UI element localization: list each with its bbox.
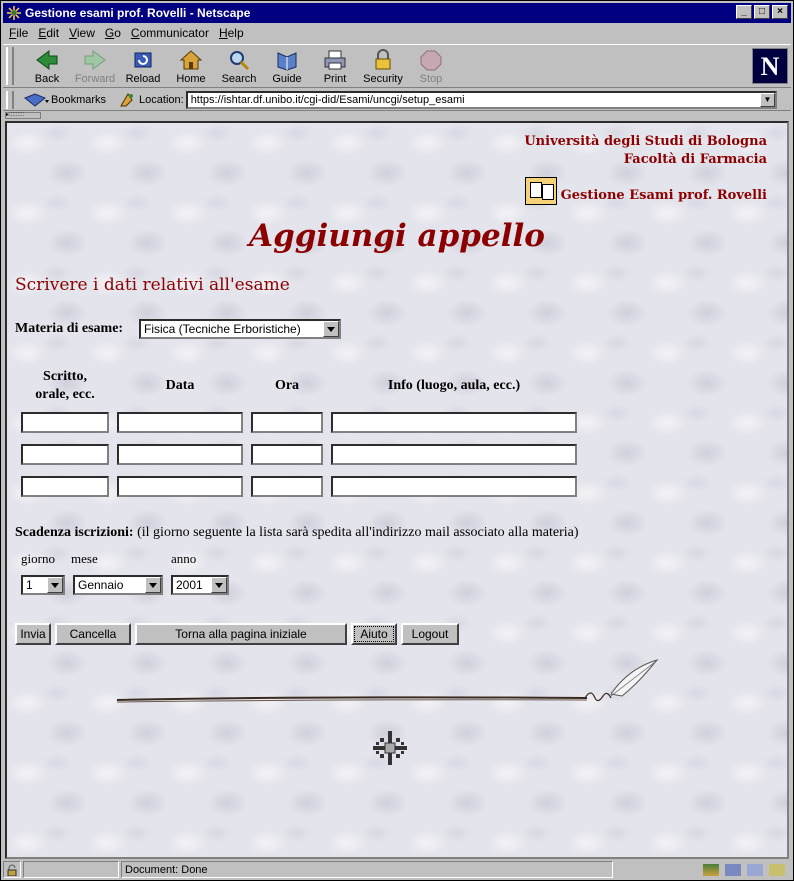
close-button[interactable]: × — [772, 5, 788, 19]
url-text: https://ishtar.df.unibo.it/cgi-did/Esami/uncgi/setup_esami — [190, 93, 465, 106]
quill-divider-icon — [117, 658, 662, 708]
window-title: Gestione esami prof. Rovelli - Netscape — [25, 6, 251, 20]
anno-label: anno — [171, 551, 197, 566]
time-input-1[interactable] — [251, 412, 323, 433]
back-button[interactable] — [23, 45, 71, 85]
info-input-1[interactable] — [331, 412, 577, 433]
menu-bar — [5, 25, 250, 43]
lock-icon — [371, 49, 395, 71]
home-button[interactable] — [167, 45, 215, 85]
type-input-2[interactable] — [21, 444, 109, 465]
giorno-label: giorno — [21, 551, 55, 566]
title-bar — [3, 3, 791, 23]
back-arrow-icon — [35, 49, 59, 71]
university-name: Università degli Studi di Bologna — [524, 134, 767, 149]
materia-select[interactable] — [139, 319, 341, 339]
chevron-down-icon — [47, 577, 63, 593]
deadline-note: (il giorno seguente la lista sarà spedita all'indirizzo mail associato alla materia) — [137, 525, 579, 540]
stop-button[interactable] — [407, 45, 455, 85]
minimize-button[interactable]: _ — [736, 5, 752, 19]
search-button[interactable] — [215, 45, 263, 85]
mese-select[interactable] — [73, 575, 163, 595]
date-input-2[interactable] — [117, 444, 243, 465]
forward-button[interactable] — [71, 45, 119, 85]
location-label: Location: — [139, 93, 184, 106]
menu-go[interactable]: Go — [104, 26, 121, 40]
page-content — [5, 121, 789, 859]
bookmarks-icon — [23, 92, 51, 108]
forward-label: Forward — [74, 73, 116, 85]
toolbar-collapse-tab[interactable]: ▸::::::::: — [5, 112, 41, 119]
anno-select[interactable] — [171, 575, 229, 595]
forward-arrow-icon — [83, 49, 107, 71]
status-text-cell — [121, 861, 613, 878]
page-header — [524, 133, 767, 205]
collapse-tab-strip — [3, 112, 791, 120]
home-icon — [179, 49, 203, 71]
page-proxy-icon[interactable] — [118, 92, 136, 108]
mese-label: mese — [71, 551, 98, 566]
home-label: Home — [176, 73, 206, 85]
security-status-icon[interactable] — [3, 861, 21, 878]
chevron-down-icon — [211, 577, 227, 593]
print-icon — [323, 49, 347, 71]
status-text: Document: Done — [125, 863, 208, 876]
time-input-3[interactable] — [251, 476, 323, 497]
type-input-3[interactable] — [21, 476, 109, 497]
maximize-button[interactable]: □ — [754, 5, 770, 19]
date-input-3[interactable] — [117, 476, 243, 497]
column-header-type — [21, 368, 109, 404]
clear-button[interactable]: Cancella — [55, 623, 131, 645]
faculty-name: Facoltà di Farmacia — [623, 152, 767, 167]
mail-icon[interactable] — [725, 864, 741, 876]
menu-edit[interactable]: Edit — [38, 26, 60, 40]
reload-icon — [131, 49, 155, 71]
app-title-row — [524, 177, 767, 205]
help-button[interactable]: Aiuto — [351, 623, 397, 645]
page-subtitle: Scrivere i dati relativi all'esame — [15, 275, 290, 295]
status-bar — [3, 860, 791, 879]
ornament-icon — [371, 729, 409, 767]
navigator-icon[interactable] — [703, 864, 719, 876]
stop-label: Stop — [419, 73, 443, 85]
print-button[interactable] — [311, 45, 359, 85]
security-label: Security — [363, 73, 403, 85]
giorno-select[interactable] — [21, 575, 65, 595]
info-input-3[interactable] — [331, 476, 577, 497]
guide-button[interactable] — [263, 45, 311, 85]
netscape-app-icon — [7, 6, 21, 20]
column-header-type-line1: Scritto, — [43, 369, 87, 384]
anno-value: 2001 — [176, 578, 203, 592]
column-header-info: Info (luogo, aula, ecc.) — [387, 378, 521, 393]
date-input-1[interactable] — [117, 412, 243, 433]
reload-button[interactable] — [119, 45, 167, 85]
progress-bar — [23, 861, 119, 878]
column-header-type-line2: orale, ecc. — [35, 387, 95, 402]
app-title: Gestione Esami prof. Rovelli — [560, 188, 767, 203]
bookmarks-label: Bookmarks — [51, 93, 107, 106]
mese-value: Gennaio — [78, 578, 124, 592]
menu-view[interactable]: View — [69, 26, 95, 40]
submit-button[interactable]: Invia — [15, 623, 51, 645]
chevron-down-icon — [145, 577, 161, 593]
guide-label: Guide — [272, 73, 302, 85]
navigation-toolbar — [3, 44, 791, 88]
guide-icon — [275, 49, 299, 71]
stop-icon — [419, 49, 443, 71]
bookmarks-button[interactable] — [23, 92, 106, 108]
back-label: Back — [34, 73, 60, 85]
column-header-time: Ora — [274, 378, 300, 393]
location-grip[interactable] — [6, 91, 14, 109]
composer-icon[interactable] — [769, 864, 785, 876]
materia-value: Fisica (Tecniche Erboristiche) — [144, 322, 301, 336]
location-bar — [3, 89, 791, 111]
column-header-date: Data — [165, 378, 195, 393]
search-icon — [227, 49, 251, 71]
page-title: Aggiungi appello — [249, 218, 545, 254]
component-bar — [703, 864, 791, 876]
netscape-logo[interactable]: N — [752, 48, 788, 84]
menu-help[interactable]: Help — [218, 26, 244, 40]
print-label: Print — [323, 73, 347, 85]
time-input-2[interactable] — [251, 444, 323, 465]
documents-icon — [525, 177, 557, 205]
menu-file[interactable]: File — [9, 26, 29, 40]
menu-communicator[interactable]: Communicator — [130, 26, 209, 40]
reload-label: Reload — [125, 73, 161, 85]
toolbar-grip[interactable] — [6, 47, 14, 85]
url-dropdown-arrow-icon[interactable]: ▼ — [760, 93, 775, 107]
info-input-2[interactable] — [331, 444, 577, 465]
search-label: Search — [221, 73, 257, 85]
location-label-group — [118, 92, 184, 108]
chevron-down-icon — [323, 321, 339, 337]
security-button[interactable] — [359, 45, 407, 85]
discussions-icon[interactable] — [747, 864, 763, 876]
url-field[interactable] — [186, 91, 777, 109]
home-page-button[interactable]: Torna alla pagina iniziale — [135, 623, 347, 645]
materia-label: Materia di esame: — [15, 321, 124, 336]
deadline-label: Scadenza iscrizioni: — [15, 525, 134, 540]
deadline-line — [15, 525, 579, 541]
giorno-value: 1 — [26, 578, 33, 592]
type-input-1[interactable] — [21, 412, 109, 433]
logout-button[interactable]: Logout — [401, 623, 459, 645]
